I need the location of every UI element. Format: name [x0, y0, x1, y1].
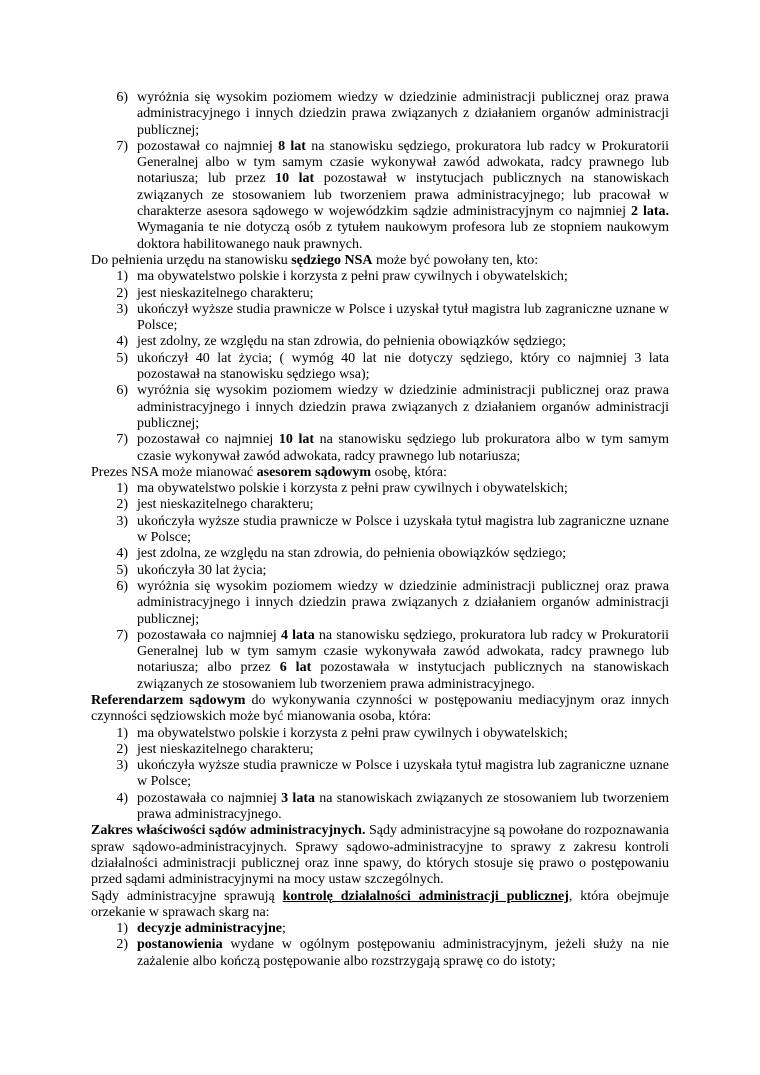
list-item-number: 1) [116, 481, 128, 497]
nsa-judge-intro: Do pełnienia urzędu na stanowisku sędziego NSA może być powołany ten, kto: [91, 252, 539, 268]
list-item [91, 302, 669, 335]
control-paragraph: Sądy administracyjne sprawują kontrolę działalności administracji publicznej, która obejmuje orzekanie w sprawach skarg na: [91, 888, 669, 920]
list-item-text: ukończyła wyższe studia prawnicze w Polsce i uzyskała tytuł magistra lub zagraniczne uznane w Polsce; [137, 513, 669, 546]
referendarz-requirements-list [91, 726, 669, 824]
list-item-number: 1) [116, 269, 128, 285]
list-item-text: wyróżnia się wysokim poziomem wiedzy w dziedzinie administracji publicznej oraz prawa administracyjnego i innych dziedzin prawa związanych z działaniem organów administracji publicznej; [137, 383, 669, 431]
list-item [91, 742, 669, 758]
list-item-number: 1) [116, 921, 128, 937]
list-item-text: wyróżnia się wysokim poziomem wiedzy w dziedzinie administracji publicznej oraz prawa administracyjnego i innych dziedzin prawa związanych z działaniem organów administracji publicznej; [137, 578, 669, 627]
list-item-number: 1) [116, 725, 128, 741]
list-item-number: 3) [116, 301, 128, 317]
list-item-text: ukończyła wyższe studia prawnicze w Polsce i uzyskała tytuł magistra lub zagraniczne uznane w Polsce; [137, 758, 669, 790]
list-item [91, 791, 669, 824]
list-item-number: 2) [116, 741, 128, 757]
list-item-number: 4) [116, 334, 128, 350]
list-item-text: jest nieskazitelnego charakteru; [137, 741, 314, 757]
list-item-text: jest nieskazitelnego charakteru; [137, 285, 314, 301]
list-item-number: 6) [116, 578, 128, 594]
list-item [91, 514, 669, 547]
list-item-number: 6) [116, 383, 128, 399]
list-item [91, 546, 669, 562]
list-item-number: 7) [116, 627, 128, 643]
judge-wsa-requirements-list-tail [91, 90, 669, 253]
list-item [91, 481, 669, 497]
asesor-requirements-list [91, 481, 669, 693]
list-item [91, 937, 669, 970]
list-item-number: 4) [116, 546, 128, 562]
list-item-text: wyróżnia się wysokim poziomem wiedzy w dziedzinie administracji publicznej oraz prawa administracyjnego i innych dziedzin prawa związanych z działaniem organów administracji publicznej; [137, 90, 669, 138]
list-item [91, 334, 669, 350]
list-item [91, 579, 669, 628]
list-item [91, 726, 669, 742]
list-item-text: pozostawał co najmniej 8 lat na stanowisku sędziego, prokuratora lub radcy w Prokuratorii Generalnej albo w tym samym czasie wykonywał zawód adwokata, radcy prawnego lub notariusza; lub przez 10 lat pozostawał w instytucjach publicznych na stanowiskach związanych ze stosowaniem lub tworzeniem prawa administracyjnego; lub pracował w charakterze asesora sądowego w wojewódzkim sądzie administracyjnym co najmniej 2 lata. Wymagania te nie dotyczą osób z tytułem naukowym profesora lub ze stopniem naukowym doktora habilitowanego nauk prawnych. [137, 138, 669, 252]
list-item [91, 139, 669, 253]
list-item-number: 3) [116, 513, 128, 529]
list-item-text: ukończył wyższe studia prawnicze w Polsce i uzyskał tytuł magistra lub zagraniczne uznane w Polsce; [137, 301, 669, 334]
list-item-number: 5) [116, 562, 128, 578]
jurisdiction-paragraph: Zakres właściwości sądów administracyjnych. Sądy administracyjne są powołane do rozpoznawania spraw sądowo-administracyjnych. Sprawy sądowo-administracyjne to sprawy z zakresu kontroli działalności administracji publicznej oraz inne spawy, do których stosuje się prawo o postępowaniu przed sądami administracyjnymi na mocy ustaw szczególnych. [91, 823, 669, 888]
nsa-judge-requirements-list [91, 269, 669, 465]
list-item-text: decyzje administracyjne; [137, 921, 286, 937]
list-item-text: ukończył 40 lat życia; ( wymóg 40 lat nie dotyczy sędziego, który co najmniej 3 lata pozostawał na stanowisku sędziego wsa); [137, 350, 669, 383]
list-item-text: postanowienia wydane w ogólnym postępowaniu administracyjnym, jeżeli służy na nie zażalenie albo kończą postępowanie albo rozstrzygają sprawę co do istoty; [137, 937, 669, 969]
list-item-number: 2) [116, 937, 128, 953]
list-item-text: jest nieskazitelnego charakteru; [137, 497, 314, 513]
list-item-text: ma obywatelstwo polskie i korzysta z pełni praw cywilnych i obywatelskich; [137, 725, 568, 741]
list-item-number: 2) [116, 285, 128, 301]
list-item-number: 7) [116, 432, 128, 448]
list-item-number: 4) [116, 790, 128, 806]
list-item-number: 7) [116, 138, 128, 154]
list-item [91, 628, 669, 693]
complaint-subjects-list [91, 921, 669, 970]
list-item [91, 497, 669, 513]
list-item [91, 351, 669, 384]
list-item-number: 3) [116, 758, 128, 774]
list-item [91, 432, 669, 465]
list-item [91, 563, 669, 579]
list-item-number: 6) [116, 90, 128, 105]
list-item-text: ma obywatelstwo polskie i korzysta z pełni praw cywilnych i obywatelskich; [137, 269, 568, 285]
list-item-text: jest zdolny, ze względu na stan zdrowia, do pełnienia obowiązków sędziego; [137, 334, 567, 350]
list-item [91, 90, 669, 139]
list-item-text: jest zdolna, ze względu na stan zdrowia, do pełnienia obowiązków sędziego; [137, 546, 567, 562]
asesor-intro: Prezes NSA może mianować asesorem sądowym osobę, która: [91, 464, 447, 480]
list-item [91, 383, 669, 432]
list-item [91, 758, 669, 791]
list-item-number: 5) [116, 350, 128, 366]
referendarz-intro: Referendarzem sądowym do wykonywania czynności w postępowaniu mediacyjnym oraz innych czynności sędziowskich może być mianowania osoba, która: [91, 692, 669, 725]
list-item [91, 286, 669, 302]
list-item-text: pozostawała co najmniej 4 lata na stanowisku sędziego, prokuratora lub radcy w Prokuratorii Generalnej lub w tym samym czasie wykonywała zawód adwokata, radcy prawnego lub notariusza; albo przez 6 lat pozostawała w instytucjach publicznych na stanowiskach związanych ze stosowaniem lub tworzeniem prawa administracyjnego. [137, 627, 670, 692]
list-item-text: ma obywatelstwo polskie i korzysta z pełni praw cywilnych i obywatelskich; [137, 481, 568, 497]
list-item [91, 921, 669, 937]
list-item-text: pozostawała co najmniej 3 lata na stanowiskach związanych ze stosowaniem lub tworzeniem prawa administracyjnego. [137, 790, 669, 823]
list-item-text: ukończyła 30 lat życia; [137, 562, 267, 578]
list-item-text: pozostawał co najmniej 10 lat na stanowisku sędziego lub prokuratora albo w tym samym czasie wykonywał zawód adwokata, radcy prawnego lub notariusza; [137, 432, 669, 464]
list-item-number: 2) [116, 497, 128, 513]
list-item [91, 269, 669, 285]
